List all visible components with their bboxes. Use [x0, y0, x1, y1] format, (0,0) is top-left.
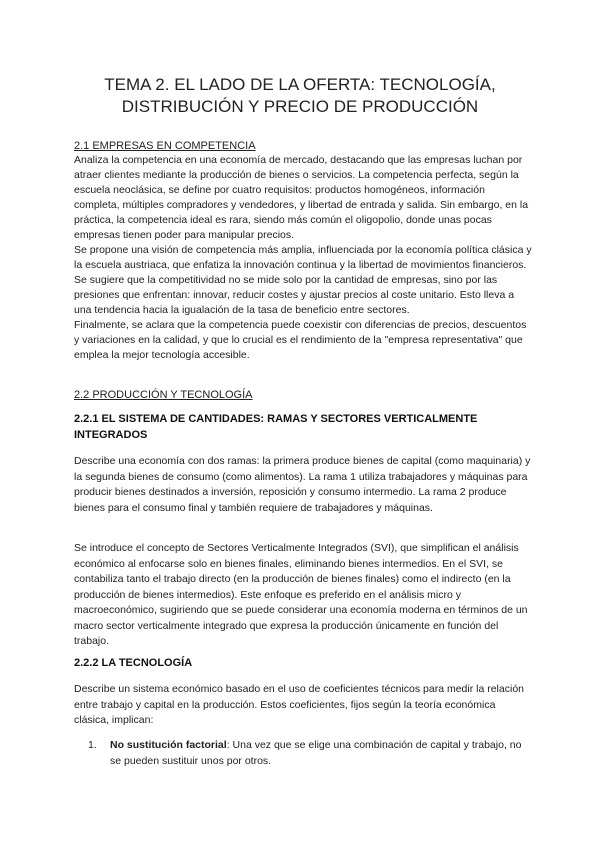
list-number: 1.	[88, 739, 97, 751]
subsection-heading-2-2-1: 2.2.1 EL SISTEMA DE CANTIDADES: RAMAS Y SECTORES VERTICALMENTE INTEGRADOS	[74, 413, 478, 441]
list-text: : Una vez que se elige una combinación de capital y trabajo, no se pueden sustituir unos por otros.	[110, 739, 522, 767]
paragraph: Se introduce el concepto de Sectores Verticalmente Integrados (SVI), que simplifican el análisis económico al enfocarse solo en bienes finales, eliminando bienes intermedios. En el SVI, se contabiliza tanto el trabajo directo (en la producción de bienes finales) como el indirecto (en la producción de bienes intermedios). Este enfoque es preferido en el análisis micro y macroeconómico, sugiriendo que se puede considerar una economía moderna en términos de un macro sector verticalmente integrado que expresa la producción únicamente en función del trabajo.	[74, 542, 528, 647]
paragraph: Analiza la competencia en una economía de mercado, destacando que las empresas luchan por atraer clientes mediante la producción de bienes o servicios. La competencia perfecta, según la escuela neoclásica, se define por cuatro requisitos: productos homogéneos, información completa, múltiples compradores y vendedores, y libertad de entrada y salida. Sin embargo, en la práctica, la competencia ideal es rara, siendo más común el oligopolio, donde unas pocas empresas tienen poder para manipular precios.	[74, 154, 529, 241]
list-term: No sustitución factorial	[110, 739, 227, 751]
section-heading-2-2: 2.2 PRODUCCIÓN Y TECNOLOGÍA	[74, 389, 253, 401]
section-2-1-body	[74, 153, 532, 363]
title-line-1: TEMA 2. EL LADO DE LA OFERTA: TECNOLOGÍA,	[104, 75, 496, 94]
paragraph: Describe una economía con dos ramas: la primera produce bienes de capital (como maquinaria) y la segunda bienes de consumo (como alimentos). La rama 1 utiliza trabajadores y máquinas para producir bienes destinados a inversión, reposición y consumo intermedio. La rama 2 produce bienes para el consumo final y también requiere de trabajadores y máquinas.	[74, 455, 531, 514]
subsection-heading-2-2-2: 2.2.2 LA TECNOLOGÍA	[74, 657, 193, 669]
paragraph: Describe un sistema económico basado en el uso de coeficientes técnicos para medir la relación entre trabajo y capital en la producción. Estos coeficientes, fijos según la teoría económica clásica, implican:	[74, 683, 524, 726]
document-title	[40, 74, 560, 118]
list-item	[88, 737, 532, 769]
title-line-2: DISTRIBUCIÓN Y PRECIO DE PRODUCCIÓN	[121, 97, 479, 116]
paragraph: Se propone una visión de competencia más amplia, influenciada por la economía política clásica y la escuela austriaca, que enfatiza la innovación continua y la libertad de movimientos financieros. Se sugiere que la competitividad no se mide solo por la cantidad de empresas, sino por las presiones que enfrentan: innovar, reducir costes y ajustar precios al coste unitario. Esto lleva a una tendencia hacia la igualación de la tasa de beneficio entre sectores.	[74, 244, 532, 316]
section-heading-2-1: 2.1 EMPRESAS EN COMPETENCIA	[74, 140, 256, 152]
paragraph: Finalmente, se aclara que la competencia puede coexistir con diferencias de precios, descuentos y variaciones en la calidad, y que lo crucial es el rendimiento de la "empresa representativa" que emplea la mejor tecnología accesible.	[74, 319, 527, 361]
